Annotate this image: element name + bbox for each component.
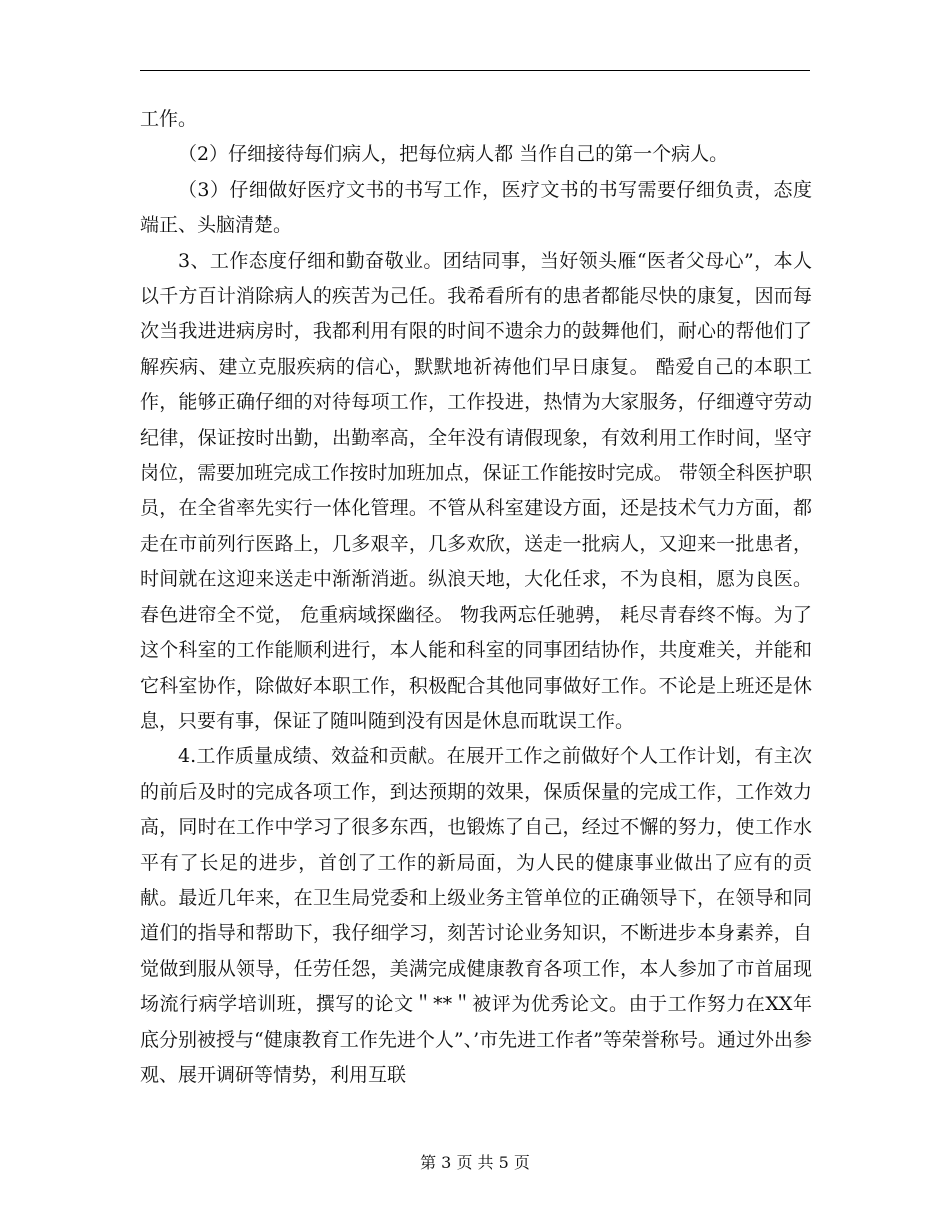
- header-rule: [140, 70, 810, 71]
- paragraph-item-3: （3）仔细做好医疗文书的书写工作，医疗文书的书写需要仔细负责，态度端正、头脑清楚。: [140, 178, 812, 237]
- document-body: [140, 102, 812, 1093]
- paragraph-section-3: 3、工作态度仔细和勤奋敬业。团结同事，当好领头雁“医者父母心”，本人以千方百计消除病人的疾苦为己任。我希看所有的患者都能尽快的康复，因而每次当我进进病房时，我都利用有限的时间不遗余力的鼓舞他们，耐心的帮他们了解疾病、建立克服疾病的信心，默默地祈祷他们早日康复。 酷爱自己的本职工作，能够正确仔细的对待每项工作，工作投进，热情为大家服务，仔细遵守劳动纪律，保证按时出勤，出勤率高，全年没有请假现象，有效利用工作时间，坚守岗位，需要加班完成工作按时加班加点，保证工作能按时完成。 带领全科医护职员，在全省率先实行一体化管理。不管从科室建设方面，还是技术气力方面，都走在市前列行医路上，几多艰辛，几多欢欣，送走一批病人，又迎来一批患者，时间就在这迎来送走中渐渐消逝。纵浪天地，大化任求，不为良相，愿为良医。春色进帘全不觉， 危重病域探幽径。 物我两忘任驰骋， 耗尽青春终不悔。为了这个科室的工作能顺利进行，本人能和科室的同事团结协作，共度难关，并能和它科室协作，除做好本职工作，积极配合其他同事做好工作。不论是上班还是休息，只要有事，保证了随叫随到没有因是休息而耽误工作。: [140, 249, 812, 732]
- paragraph-continuation: 工作。: [140, 108, 198, 130]
- paragraph-item-2: （2）仔细接待每们病人，把每位病人都 当作自己的第一个病人。: [178, 143, 729, 166]
- page-number-footer: 第 3 页 共 5 页: [420, 1153, 530, 1172]
- paragraph-section-4: 4.工作质量成绩、效益和贡献。在展开工作之前做好个人工作计划，有主次的前后及时的完成各项工作，到达预期的效果，保质保量的完成工作，工作效力高，同时在工作中学习了很多东西，也锻炼了自己，经过不懈的努力，使工作水平有了长足的进步，首创了工作的新局面，为人民的健康事业做出了应有的贡献。最近几年来，在卫生局党委和上级业务主管单位的正确领导下，在领导和同道们的指导和帮助下，我仔细学习，刻苦讨论业务知识，不断进步本身素养，自觉做到服从领导，任劳任怨，美满完成健康教育各项工作，本人参加了市首届现场流行病学培训班，撰写的论文＂**＂被评为优秀论文。由于工作努力在XX年底分别被授与“健康教育工作先进个人”、’市先进工作者”等荣誉称号。通过外出参观、展开调研等情势，利用互联: [140, 745, 812, 1086]
